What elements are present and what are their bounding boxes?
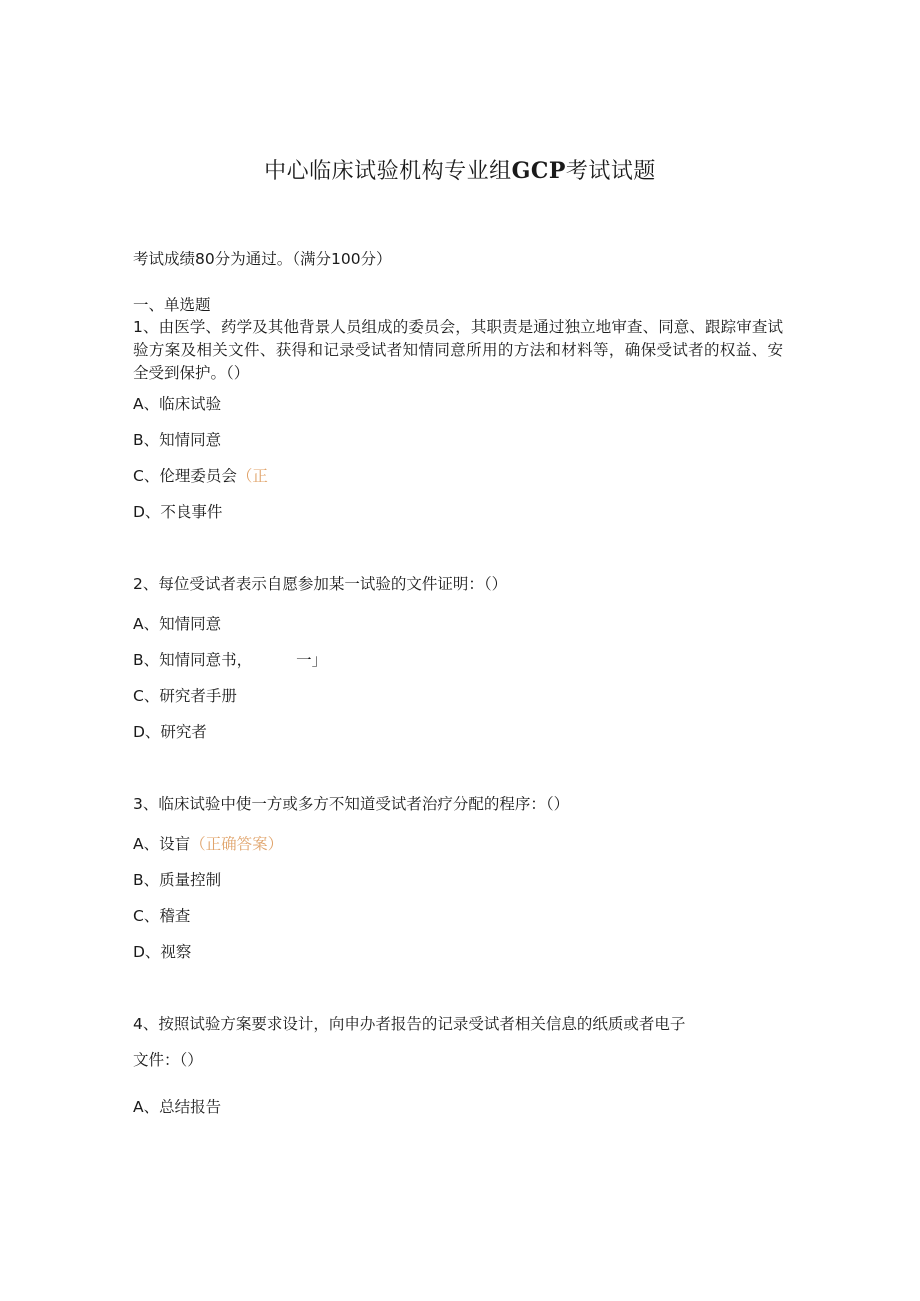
question-1-text: 1、由医学、药学及其他背景人员组成的委员会，其职责是通过独立地审查、同意、跟踪审查试验方案及相关文件、获得和记录受试者知情同意所用的方法和材料等，确保受试者的权益、安全受到保护。（）	[133, 318, 783, 382]
question-2-option-d	[133, 721, 207, 743]
intro-text: 考试成绩80分为通过。（满分100分）	[133, 250, 392, 268]
option-label: D、不良事件	[133, 503, 223, 521]
option-label: A、临床试验	[133, 395, 222, 413]
option-label: C、伦理委员会	[133, 467, 237, 485]
option-label: C、研究者手册	[133, 687, 237, 705]
option-label: A、知情同意	[133, 615, 222, 633]
option-label: C、稽查	[133, 907, 191, 925]
question-2-option-b	[133, 649, 327, 671]
question-3-text: 3、临床试验中使一方或多方不知道受试者治疗分配的程序：（）	[133, 795, 570, 813]
question-1-option-c	[133, 465, 268, 487]
question-3-option-c	[133, 905, 190, 927]
option-note: 一」	[296, 651, 328, 669]
question-2-option-a	[133, 613, 221, 635]
option-label: B、质量控制	[133, 871, 222, 889]
option-label: B、知情同意	[133, 431, 222, 449]
title-suffix: 考试试题	[565, 159, 656, 184]
question-2-text: 2、每位受试者表示自愿参加某一试验的文件证明：（）	[133, 575, 508, 593]
title-prefix: 中心临床试验机构专业组	[264, 159, 512, 184]
question-2-option-c	[133, 685, 237, 707]
title-bold: GCP	[511, 158, 566, 184]
option-label: A、总结报告	[133, 1098, 222, 1116]
answer-note: （正	[236, 467, 268, 485]
question-4-text-line-2: 文件：（）	[133, 1051, 203, 1069]
question-1-option-b	[133, 429, 221, 451]
question-3-option-d	[133, 941, 191, 963]
question-1-option-d	[133, 501, 222, 523]
question-4-option-a	[133, 1096, 221, 1118]
section-heading: 一、单选题	[133, 296, 211, 314]
option-label: D、研究者	[133, 723, 207, 741]
option-label: B、知情同意书，	[133, 651, 253, 669]
question-3-option-a	[133, 833, 283, 855]
question-3-option-b	[133, 869, 221, 891]
question-4-text-line-1: 4、按照试验方案要求设计，向申办者报告的记录受试者相关信息的纸质或者电子	[133, 1015, 686, 1033]
question-1-option-a	[133, 393, 221, 415]
answer-note: （正确答案）	[190, 835, 284, 853]
page-title	[0, 154, 920, 189]
option-label: D、视察	[133, 943, 192, 961]
option-label: A、设盲	[133, 835, 191, 853]
